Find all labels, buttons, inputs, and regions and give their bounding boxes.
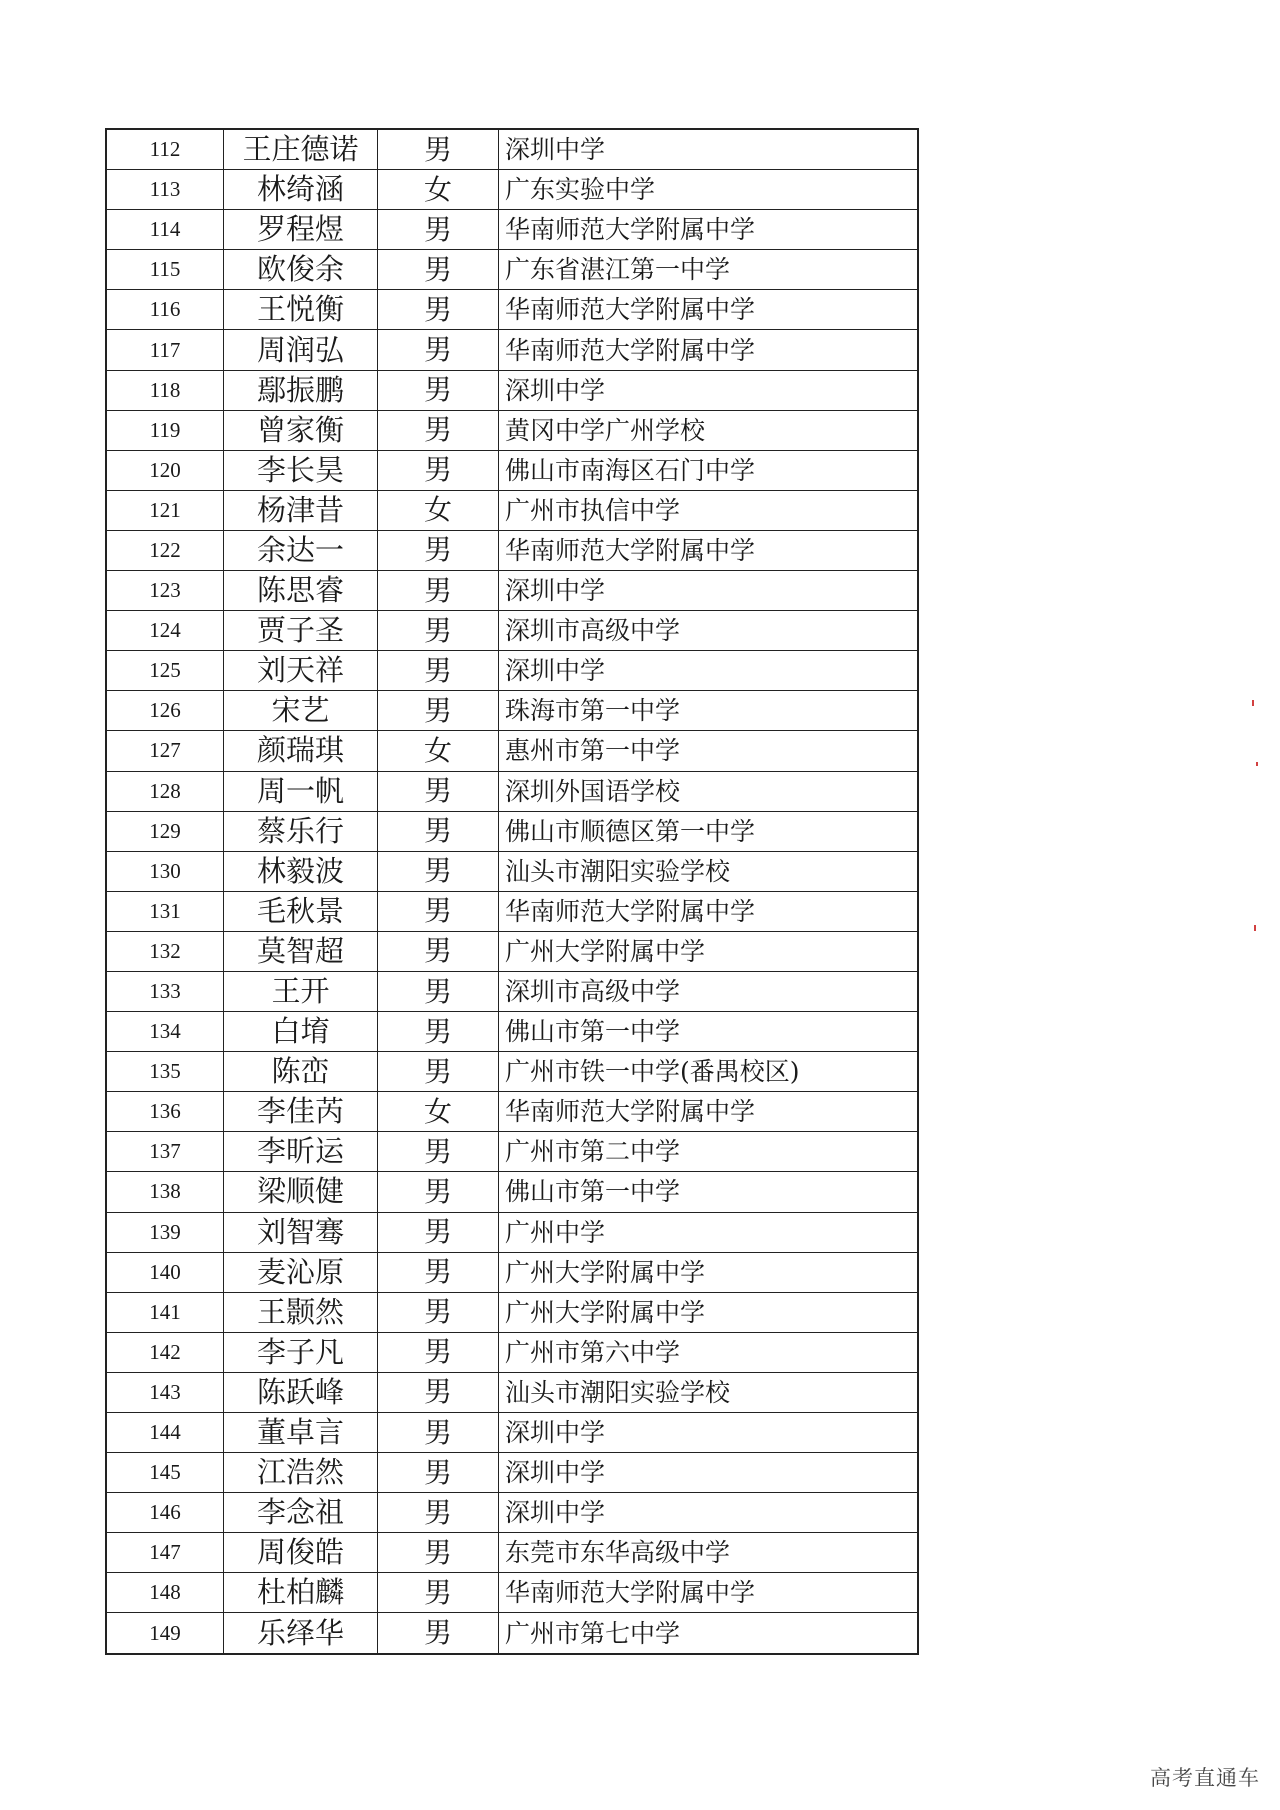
row-number: 118 (106, 370, 224, 410)
student-name: 刘智骞 (224, 1212, 378, 1252)
student-name: 梁顺健 (224, 1172, 378, 1212)
row-number: 138 (106, 1172, 224, 1212)
student-school: 东莞市东华高级中学 (499, 1533, 919, 1573)
student-school: 广州市执信中学 (499, 490, 919, 530)
table-row (106, 811, 918, 851)
student-gender: 男 (378, 210, 499, 250)
student-gender: 男 (378, 1132, 499, 1172)
student-school: 惠州市第一中学 (499, 731, 919, 771)
student-school: 华南师范大学附属中学 (499, 290, 919, 330)
student-gender: 男 (378, 1613, 499, 1654)
student-name: 贾子圣 (224, 611, 378, 651)
student-gender: 男 (378, 290, 499, 330)
student-school: 华南师范大学附属中学 (499, 891, 919, 931)
student-name: 陈峦 (224, 1052, 378, 1092)
row-number: 130 (106, 851, 224, 891)
student-name: 李子凡 (224, 1332, 378, 1372)
student-name: 李佳芮 (224, 1092, 378, 1132)
student-name: 李念祖 (224, 1493, 378, 1533)
table-row (106, 1573, 918, 1613)
row-number: 134 (106, 1012, 224, 1052)
student-school: 广州市第七中学 (499, 1613, 919, 1654)
student-name: 曾家衡 (224, 410, 378, 450)
student-school: 深圳中学 (499, 370, 919, 410)
student-school: 深圳市高级中学 (499, 971, 919, 1011)
row-number: 120 (106, 450, 224, 490)
table-row (106, 1292, 918, 1332)
student-school: 汕头市潮阳实验学校 (499, 1372, 919, 1412)
row-number: 139 (106, 1212, 224, 1252)
row-number: 116 (106, 290, 224, 330)
table-row (106, 571, 918, 611)
table-row (106, 210, 918, 250)
student-school: 广州中学 (499, 1212, 919, 1252)
student-school: 深圳外国语学校 (499, 771, 919, 811)
student-gender: 男 (378, 250, 499, 290)
student-gender: 女 (378, 490, 499, 530)
student-name: 周一帆 (224, 771, 378, 811)
row-number: 148 (106, 1573, 224, 1613)
row-number: 147 (106, 1533, 224, 1573)
student-gender: 男 (378, 771, 499, 811)
table-row (106, 931, 918, 971)
table-row (106, 410, 918, 450)
student-gender: 男 (378, 851, 499, 891)
student-school: 广东省湛江第一中学 (499, 250, 919, 290)
row-number: 127 (106, 731, 224, 771)
student-gender: 男 (378, 330, 499, 370)
scan-mark (1252, 700, 1254, 706)
row-number: 133 (106, 971, 224, 1011)
table-row (106, 490, 918, 530)
student-gender: 男 (378, 1453, 499, 1493)
row-number: 142 (106, 1332, 224, 1372)
student-name: 莫智超 (224, 931, 378, 971)
table-row (106, 891, 918, 931)
student-school: 佛山市第一中学 (499, 1012, 919, 1052)
student-name: 麦沁原 (224, 1252, 378, 1292)
table-row (106, 1332, 918, 1372)
student-name: 余达一 (224, 530, 378, 570)
row-number: 143 (106, 1372, 224, 1412)
student-name: 蔡乐行 (224, 811, 378, 851)
student-gender: 女 (378, 731, 499, 771)
student-name: 宋艺 (224, 691, 378, 731)
student-school: 深圳市高级中学 (499, 611, 919, 651)
student-gender: 男 (378, 410, 499, 450)
row-number: 131 (106, 891, 224, 931)
table-row (106, 1453, 918, 1493)
student-school: 广州市铁一中学(番禺校区) (499, 1052, 919, 1092)
row-number: 128 (106, 771, 224, 811)
row-number: 126 (106, 691, 224, 731)
table-row (106, 731, 918, 771)
table-row (106, 1012, 918, 1052)
student-school: 深圳中学 (499, 1493, 919, 1533)
table-row (106, 1172, 918, 1212)
student-school: 佛山市第一中学 (499, 1172, 919, 1212)
row-number: 123 (106, 571, 224, 611)
student-name: 林绮涵 (224, 170, 378, 210)
row-number: 140 (106, 1252, 224, 1292)
row-number: 113 (106, 170, 224, 210)
student-gender: 男 (378, 931, 499, 971)
student-gender: 男 (378, 1372, 499, 1412)
student-gender: 男 (378, 1493, 499, 1533)
student-school: 深圳中学 (499, 1413, 919, 1453)
student-name: 陈跃峰 (224, 1372, 378, 1412)
row-number: 112 (106, 129, 224, 170)
student-gender: 男 (378, 1172, 499, 1212)
student-school: 深圳中学 (499, 571, 919, 611)
row-number: 132 (106, 931, 224, 971)
student-school: 华南师范大学附属中学 (499, 1092, 919, 1132)
table-row (106, 1212, 918, 1252)
student-school: 广州大学附属中学 (499, 1252, 919, 1292)
table-row (106, 1132, 918, 1172)
row-number: 136 (106, 1092, 224, 1132)
table-row (106, 1052, 918, 1092)
row-number: 121 (106, 490, 224, 530)
student-name: 欧俊余 (224, 250, 378, 290)
student-name: 王庄德诺 (224, 129, 378, 170)
table-row (106, 530, 918, 570)
row-number: 129 (106, 811, 224, 851)
student-name: 杨津昔 (224, 490, 378, 530)
student-gender: 男 (378, 1292, 499, 1332)
student-name: 李长昊 (224, 450, 378, 490)
student-gender: 男 (378, 891, 499, 931)
student-gender: 男 (378, 450, 499, 490)
student-name: 周润弘 (224, 330, 378, 370)
student-name: 王悦衡 (224, 290, 378, 330)
table-row (106, 1372, 918, 1412)
student-school: 华南师范大学附属中学 (499, 330, 919, 370)
student-school: 深圳中学 (499, 1453, 919, 1493)
student-school: 广州市第二中学 (499, 1132, 919, 1172)
student-gender: 男 (378, 1332, 499, 1372)
table-row (106, 851, 918, 891)
scan-mark (1256, 762, 1258, 766)
row-number: 122 (106, 530, 224, 570)
student-school: 黄冈中学广州学校 (499, 410, 919, 450)
student-school: 佛山市南海区石门中学 (499, 450, 919, 490)
student-school: 华南师范大学附属中学 (499, 1573, 919, 1613)
table-row (106, 450, 918, 490)
table-row (106, 1252, 918, 1292)
student-gender: 女 (378, 1092, 499, 1132)
student-school: 珠海市第一中学 (499, 691, 919, 731)
student-name: 乐绎华 (224, 1613, 378, 1654)
scan-mark (1254, 925, 1256, 931)
student-name: 毛秋景 (224, 891, 378, 931)
row-number: 149 (106, 1613, 224, 1654)
student-school: 华南师范大学附属中学 (499, 210, 919, 250)
table-row (106, 1413, 918, 1453)
student-name: 董卓言 (224, 1413, 378, 1453)
row-number: 125 (106, 651, 224, 691)
student-name: 白堉 (224, 1012, 378, 1052)
student-gender: 男 (378, 571, 499, 611)
student-name: 颜瑞琪 (224, 731, 378, 771)
student-name: 王颢然 (224, 1292, 378, 1332)
table-row (106, 170, 918, 210)
student-name: 周俊皓 (224, 1533, 378, 1573)
student-list-table (105, 128, 919, 1655)
student-name: 鄢振鹏 (224, 370, 378, 410)
student-name: 陈思睿 (224, 571, 378, 611)
student-gender: 男 (378, 1012, 499, 1052)
student-gender: 男 (378, 1212, 499, 1252)
row-number: 117 (106, 330, 224, 370)
student-gender: 男 (378, 1252, 499, 1292)
student-school: 广州大学附属中学 (499, 931, 919, 971)
student-gender: 男 (378, 611, 499, 651)
student-gender: 男 (378, 530, 499, 570)
student-name: 罗程煜 (224, 210, 378, 250)
table-row (106, 290, 918, 330)
table-row (106, 129, 918, 170)
table-row (106, 330, 918, 370)
student-name: 刘天祥 (224, 651, 378, 691)
table-row (106, 1092, 918, 1132)
student-gender: 男 (378, 691, 499, 731)
student-gender: 男 (378, 651, 499, 691)
table-row (106, 611, 918, 651)
table-row (106, 971, 918, 1011)
student-name: 王开 (224, 971, 378, 1011)
row-number: 141 (106, 1292, 224, 1332)
student-gender: 男 (378, 1573, 499, 1613)
watermark-text: 高考直通车 (1150, 1766, 1260, 1790)
row-number: 119 (106, 410, 224, 450)
row-number: 124 (106, 611, 224, 651)
student-name: 李昕运 (224, 1132, 378, 1172)
table-row (106, 691, 918, 731)
row-number: 114 (106, 210, 224, 250)
table-row (106, 1493, 918, 1533)
table-row (106, 771, 918, 811)
student-gender: 男 (378, 811, 499, 851)
student-school: 深圳中学 (499, 129, 919, 170)
row-number: 145 (106, 1453, 224, 1493)
student-gender: 男 (378, 971, 499, 1011)
table-row (106, 651, 918, 691)
student-school: 广东实验中学 (499, 170, 919, 210)
student-gender: 男 (378, 1413, 499, 1453)
student-gender: 男 (378, 1052, 499, 1092)
row-number: 146 (106, 1493, 224, 1533)
row-number: 144 (106, 1413, 224, 1453)
student-school: 汕头市潮阳实验学校 (499, 851, 919, 891)
table-row (106, 1533, 918, 1573)
student-school: 广州市第六中学 (499, 1332, 919, 1372)
student-name: 江浩然 (224, 1453, 378, 1493)
student-name: 杜柏麟 (224, 1573, 378, 1613)
student-gender: 女 (378, 170, 499, 210)
student-gender: 男 (378, 370, 499, 410)
student-list-body (106, 129, 918, 1654)
table-row (106, 250, 918, 290)
row-number: 137 (106, 1132, 224, 1172)
table-row (106, 1613, 918, 1654)
table-row (106, 370, 918, 410)
student-gender: 男 (378, 1533, 499, 1573)
student-school: 广州大学附属中学 (499, 1292, 919, 1332)
student-gender: 男 (378, 129, 499, 170)
student-school: 华南师范大学附属中学 (499, 530, 919, 570)
student-name: 林毅波 (224, 851, 378, 891)
student-school: 深圳中学 (499, 651, 919, 691)
row-number: 115 (106, 250, 224, 290)
student-school: 佛山市顺德区第一中学 (499, 811, 919, 851)
row-number: 135 (106, 1052, 224, 1092)
